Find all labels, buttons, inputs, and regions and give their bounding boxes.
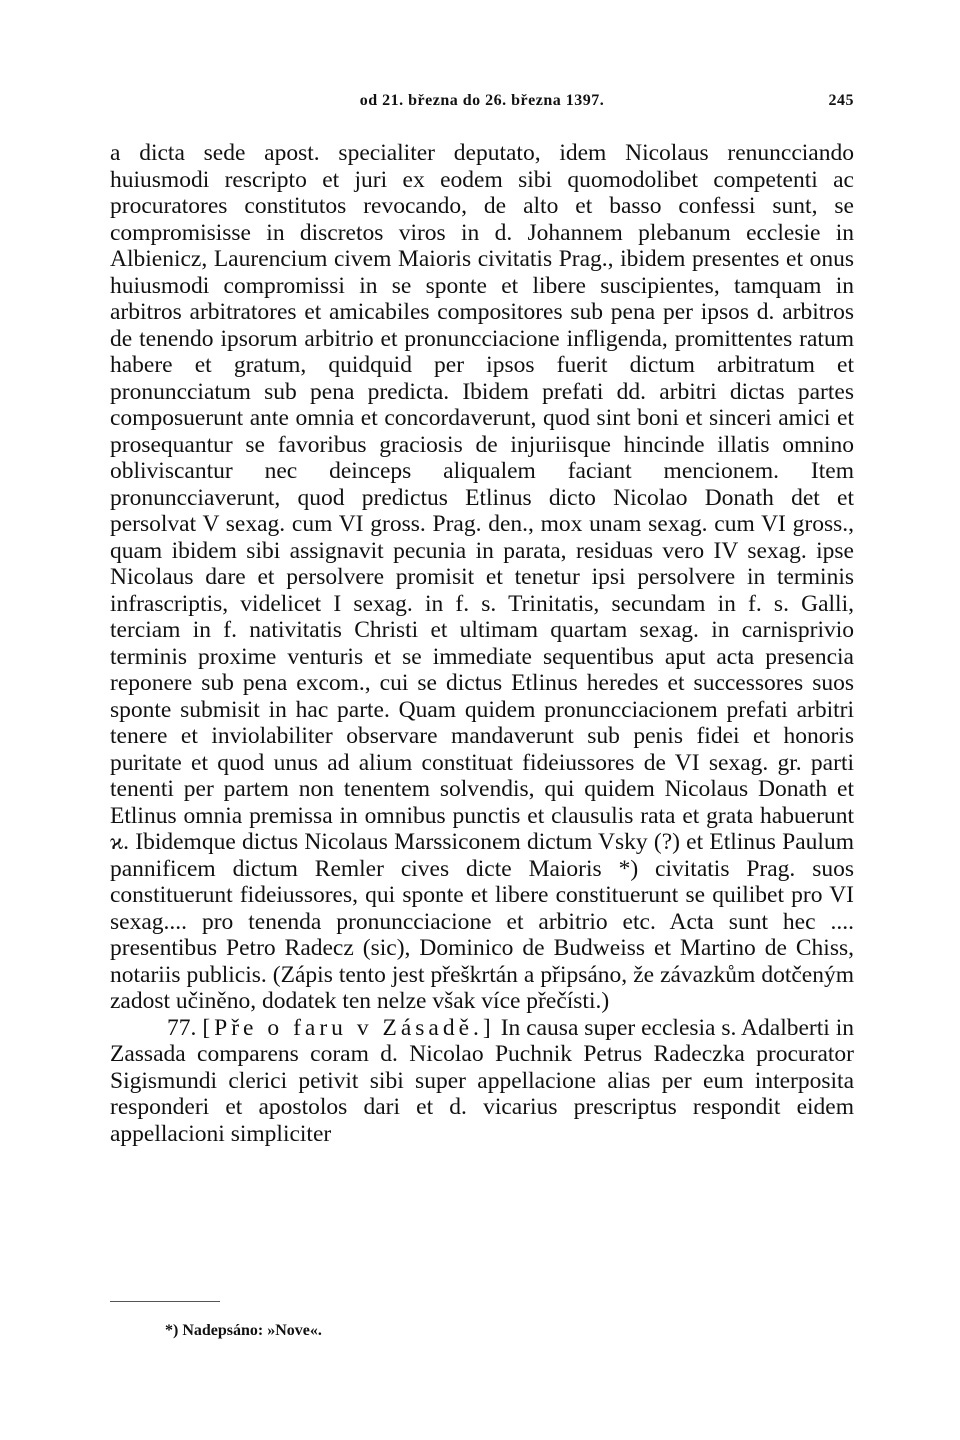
page-number: 245 bbox=[828, 92, 854, 109]
entry-heading: [Pře o faru v Zásadě.] bbox=[202, 1014, 495, 1041]
running-head bbox=[110, 92, 854, 116]
running-head-title: od 21. března do 26. března 1397. bbox=[359, 92, 605, 109]
body-text bbox=[110, 140, 854, 1147]
paragraph-entry-77 bbox=[110, 1015, 854, 1148]
footnote-divider bbox=[110, 1301, 220, 1302]
entry-number: 77. bbox=[167, 1014, 197, 1041]
entry-text: In causa super ecclesia s. Adalberti in Zassada comparens coram d. Nicolao Puchnik Petrus Radeczka procurator Sigismundi clerici petivit sibi super appellacione alias per eum interposita responderi et apostolos dari et d. vicarius prescriptus respondit eidem appellacioni simpliciter bbox=[110, 1014, 855, 1147]
paragraph-continuation: a dicta sede apost. specialiter deputato, idem Nicolaus renuncciando huiusmodi rescripto et juri ex eodem sibi quomodolibet competenti ac procuratores constitutos revocando, de alto et basso confessi sunt, se compromisisse in discretos viros in d. Johannem plebanum ecclesie in Albienicz, Laurencium civem Maioris civitatis Prag., ibidem presentes et onus huiusmodi compromissi in se sponte et libere suscipientes, tamquam in arbitros arbitratores et amicabiles compositores sub pena per ipsos d. arbitros de tenendo ipsorum arbitrio et pronuncciacione infligenda, promittentes ratum habere et gratum, quidquid per ipsos fuerit dictum arbitratum et pronuncciatum sub pena predicta. Ibidem prefati dd. arbitri dictas partes composuerunt ante omnia et concordaverunt, quod sint boni et sinceri amici et prosequantur se favoribus graciosis de injuriisque hincinde illatis omnino obliviscantur nec deinceps aliqualem faciant mencionem. Item pronuncciaverunt, quod predictus Etlinus dicto Nicolao Donath det et persolvat V sexag. cum VI gross. Prag. den., mox unam sexag. cum VI gross., quam ibidem sibi assignavit pecunia in parata, residuas vero IV sexag. ipse Nicolaus dare et persolvere promisit et tenetur ipsi persolvere in terminis infrascriptis, videlicet I sexag. in f. s. Trinitatis, secundam in f. s. Galli, terciam in f. nativitatis Christi et ultimam quartam sexag. in carnisprivio terminis proxime venturis et se immediate sequentibus aput acta presencia reponere sub pena excom., cui se dictus Etlinus heredes et successores suos sponte submisit in hac parte. Quam quidem pronuncciacionem prefati arbitri tenere et inviolabiliter observare mandaverunt sub penis fidei et honoris puritate et quod unus ad alium constituat fideiussores de VI sexag. gr. parti tenenti per partem non tenentem solvendis, qui quidem Nicolaus Donath et Etlinus omnia premissa in omnibus punctis et clausulis rata et grata habuerunt ϰ. Ibidemque dictus Nicolaus Marssiconem dictum Vsky (?) et Etlinus Paulum pannificem dictum Remler cives dicte Maioris *) civitatis Prag. suos constituerunt fideiussores, qui sponte et libere constituerunt se quilibet pro VI sexag.... pro tenenda pronuncciacione et arbitrio etc. Acta sunt hec .... presentibus Petro Radecz (sic), Dominico de Budweiss et Martino de Chiss, notariis publicis. (Zápis tento jest přeškrtán a připsáno, že závazkům dotčeným zadost učiněno, dodatek ten nelze však více přečísti.) bbox=[110, 140, 854, 1014]
footnote: *) Nadepsáno: »Nove«. bbox=[165, 1322, 322, 1339]
